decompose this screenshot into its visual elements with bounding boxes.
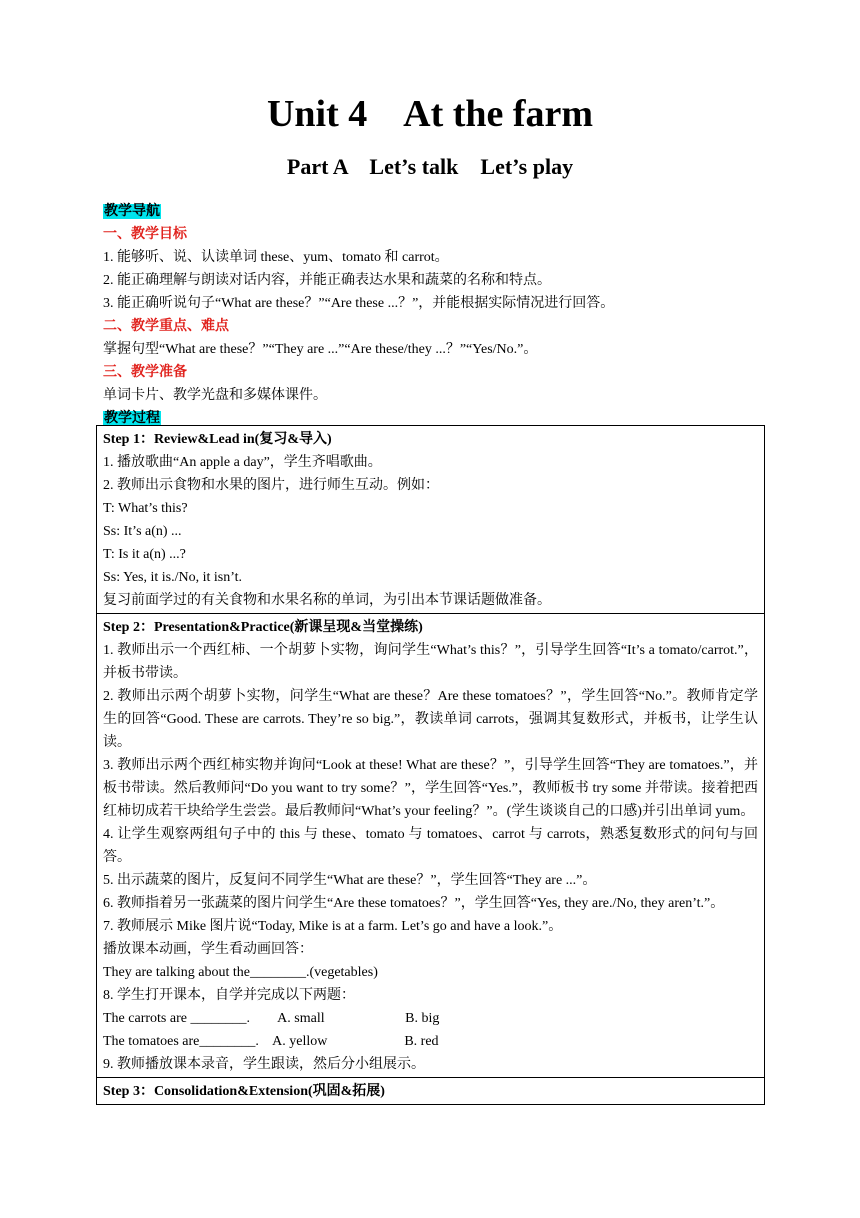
step1-row — [97, 426, 765, 614]
step2-paragraph: 播放课本动画，学生看动画回答： — [103, 942, 313, 957]
step1-cell — [97, 426, 765, 614]
key-points-heading: 二、教学重点、难点 — [103, 319, 229, 334]
step1-line: 2. 教师出示食物和水果的图片，进行师生互动。例如： — [103, 478, 439, 493]
step2-paragraph: 3. 教师出示两个西红柿实物并询问“Look at these! What are these？”，引导学生回答“They are tomatoes.”，并板书带读。然后教师问“Do you want to try some？”，学生回答“Yes.”，教师板书 try some 并带读。接着把西红柿切成若干块给学生尝尝。最后教师问“What’s your feeling？”。(学生谈谈自己的口感)并引出单词 yum。 — [103, 758, 758, 819]
teaching-guide — [103, 200, 763, 430]
objective-item: 1. 能够听、说、认读单词 these、yum、tomato 和 carrot。 — [103, 250, 449, 265]
step2-paragraph: 6. 教师指着另一张蔬菜的图片问学生“Are these tomatoes？”，学生回答“Yes, they are./No, they aren’t.”。 — [103, 896, 725, 911]
process-heading: 教学过程 — [104, 411, 160, 426]
objective-item: 3. 能正确听说句子“What are these？”“Are these ...？”，并能根据实际情况进行回答。 — [103, 296, 615, 311]
step2-paragraph: They are talking about the________.(vegetables) — [103, 965, 378, 980]
unit-title: Unit 4 At the farm — [266, 93, 594, 135]
lesson-subtitle: Part A Let’s talk Let’s play — [286, 154, 574, 179]
objective-item: 2. 能正确理解与朗读对话内容，并能正确表达水果和蔬菜的名称和特点。 — [103, 273, 551, 288]
teaching-process-table — [96, 425, 765, 1105]
step2-row — [97, 614, 765, 1078]
step2-paragraph: 2. 教师出示两个胡萝卜实物，问学生“What are these？Are these tomatoes？”，学生回答“No.”。教师肯定学生的回答“Good. These are carrots. They’re so big.”，教读单词 carrots，强调其复数形式，并板书，让学生认读。 — [103, 689, 758, 750]
preparation-text: 单词卡片、教学光盘和多媒体课件。 — [103, 388, 327, 403]
step2-paragraph: 4. 让学生观察两组句子中的 this 与 these、tomato 与 tomatoes、carrot 与 carrots，熟悉复数形式的问句与回答。 — [103, 827, 758, 865]
step2-cell — [97, 614, 765, 1078]
step2-paragraph: 5. 出示蔬菜的图片，反复问不同学生“What are these？”，学生回答“They are ...”。 — [103, 873, 597, 888]
preparation-heading: 三、教学准备 — [103, 365, 187, 380]
step1-line: T: Is it a(n) ...? — [103, 547, 186, 562]
objectives-heading: 一、教学目标 — [103, 227, 187, 242]
step2-paragraph: 1. 教师出示一个西红柿、一个胡萝卜实物，询问学生“What’s this？”，引导学生回答“It’s a tomato/carrot.”，并板书带读。 — [103, 643, 758, 681]
step1-line: 1. 播放歌曲“An apple a day”，学生齐唱歌曲。 — [103, 455, 382, 470]
step3-row — [97, 1078, 765, 1105]
step1-line: T: What’s this? — [103, 501, 188, 516]
step1-line: Ss: Yes, it is./No, it isn’t. — [103, 570, 243, 585]
step3-heading: Step 3：Consolidation&Extension(巩固&拓展) — [103, 1084, 385, 1099]
step3-cell — [97, 1078, 765, 1105]
step2-paragraph: 9. 教师播放课本录音，学生跟读，然后分小组展示。 — [103, 1057, 425, 1072]
step2-heading: Step 2：Presentation&Practice(新课呈现&当堂操练) — [103, 620, 423, 635]
step2-paragraph: 7. 教师展示 Mike 图片说“Today, Mike is at a farm. Let’s go and have a look.”。 — [103, 919, 563, 934]
guide-heading: 教学导航 — [104, 204, 160, 219]
key-points-text: 掌握句型“What are these？”“They are ...”“Are these/they ...？”“Yes/No.”。 — [103, 342, 538, 357]
exercise-question: The carrots are ________. A. small B. big — [103, 1011, 440, 1026]
step1-line: 复习前面学过的有关食物和水果名称的单词，为引出本节课话题做准备。 — [103, 593, 551, 608]
step2-paragraph: 8. 学生打开课本，自学并完成以下两题： — [103, 988, 355, 1003]
exercise-question: The tomatoes are________. A. yellow B. red — [103, 1034, 439, 1049]
step1-line: Ss: It’s a(n) ... — [103, 524, 182, 539]
step1-heading: Step 1：Review&Lead in(复习&导入) — [103, 432, 332, 447]
